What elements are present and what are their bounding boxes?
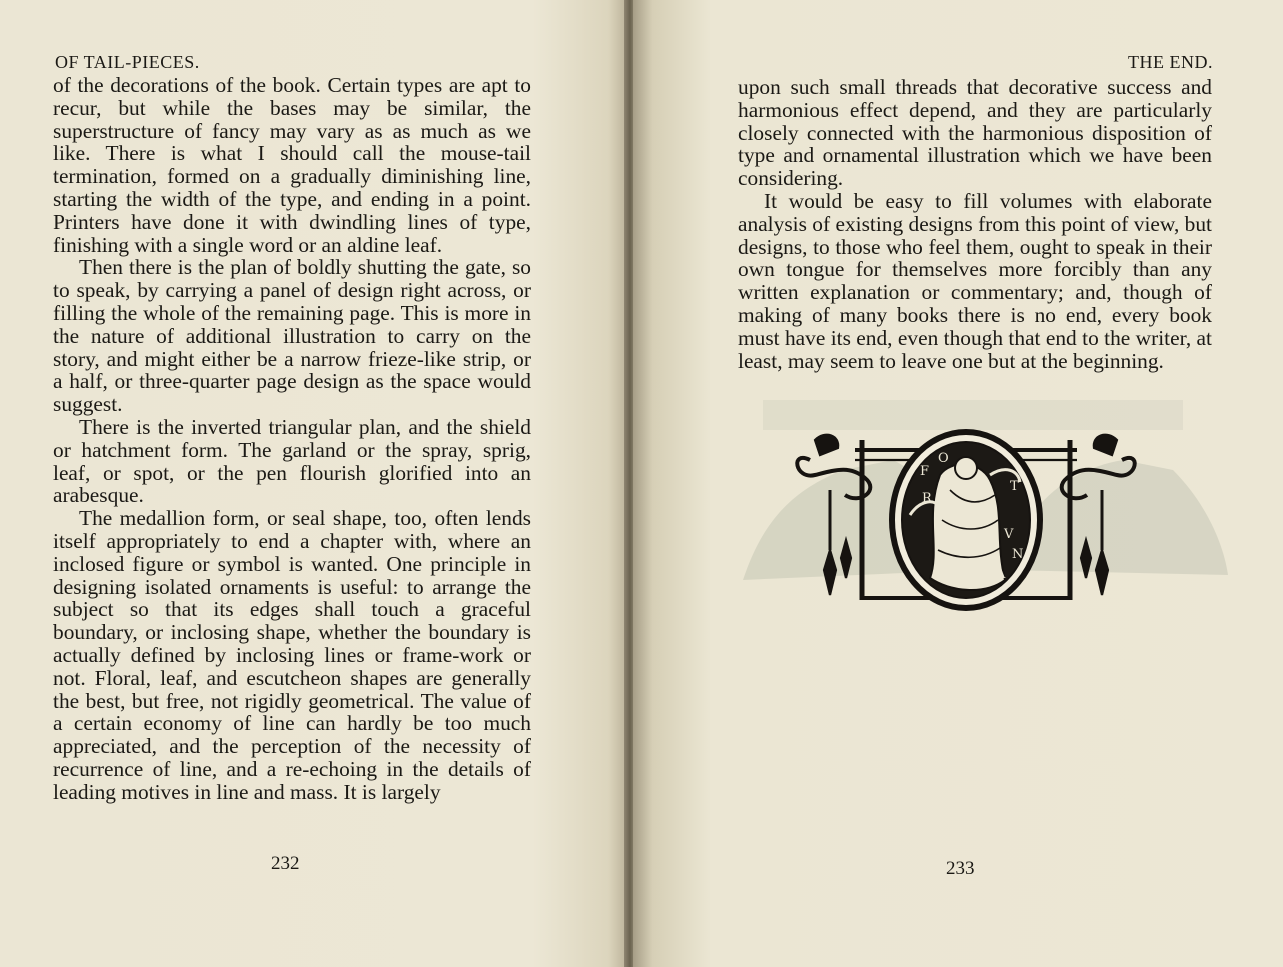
left-page-body	[53, 74, 531, 804]
medallion-letter: F	[920, 464, 930, 479]
paragraph: of the decorations of the book. Certain types are apt to recur, but while the bases may be similar, the superstructure of fancy may vary as as much as we like. There is what I should call the mouse-tail termination, formed on a gradually diminishing line, starting the width of the type, and ending in a point. Printers have done it with dwindling lines of type, finishing with a single word or an aldine leaf.	[53, 73, 531, 257]
medallion-letter: A	[996, 567, 1006, 582]
paragraph: There is the inverted triangular plan, and the shield or hatchment form. The garland or the spray, sprig, leaf, or spot, or the pen flourish glorified into an arabesque.	[53, 414, 531, 508]
medallion-letter: T	[1010, 479, 1019, 494]
medallion-letter: R	[922, 491, 932, 506]
medallion-letter: V	[1004, 527, 1014, 542]
medallion-letter: N	[1012, 547, 1024, 562]
page-number-right: 233	[946, 858, 975, 879]
medallion-letter: O	[938, 451, 949, 466]
paragraph: It would be easy to fill volumes with elaborate analysis of existing designs from this point of view, but designs, to those who feel them, ought to speak in their own tongue for themselves more forcibly than any written explanation or commentary; and, though of making of many books there is no end, every book must have its end, even though that end to the writer, at least, may seem to leave one but at the beginning.	[738, 188, 1212, 373]
running-head-left: OF TAIL-PIECES.	[55, 52, 200, 72]
fortuna-medallion-ornament	[790, 420, 1142, 616]
left-page	[0, 0, 627, 967]
right-page	[633, 0, 1283, 967]
running-head-right: THE END.	[1128, 52, 1213, 72]
paragraph: The medallion form, or seal shape, too, often lends itself appropriately to end a chapter with, where an inclosed figure or symbol is wanted. One principle in designing isolated ornaments is useful: to arrange the subject so that its edges shall touch a graceful boundary, or inclosing shape, whether the boundary is actually defined by inclosing lines or frame-work or not. Floral, leaf, and escutcheon shapes are generally the best, but free, not rigidly geometrical. The value of a certain economy of line can hardly be too much appreciated, and the perception of the necessity of recurrence of line, and a re-echoing in the details of leading motives in line and mass. It is largely	[53, 506, 531, 804]
paragraph: upon such small threads that decorative success and harmonious effect depend, and they are particularly closely connected with the harmonious disposition of type and ornamental illustration which we have been considering.	[738, 75, 1212, 191]
page-number-left: 232	[271, 853, 300, 874]
right-page-body	[738, 76, 1212, 372]
paragraph: Then there is the plan of boldly shutting the gate, so to speak, by carrying a panel of design right across, or filling the whole of the remaining page. This is more in the nature of additional illustration to carry on the story, and might either be a narrow frieze-like strip, or a half, or three-quarter page design as the space would suggest.	[53, 255, 531, 417]
